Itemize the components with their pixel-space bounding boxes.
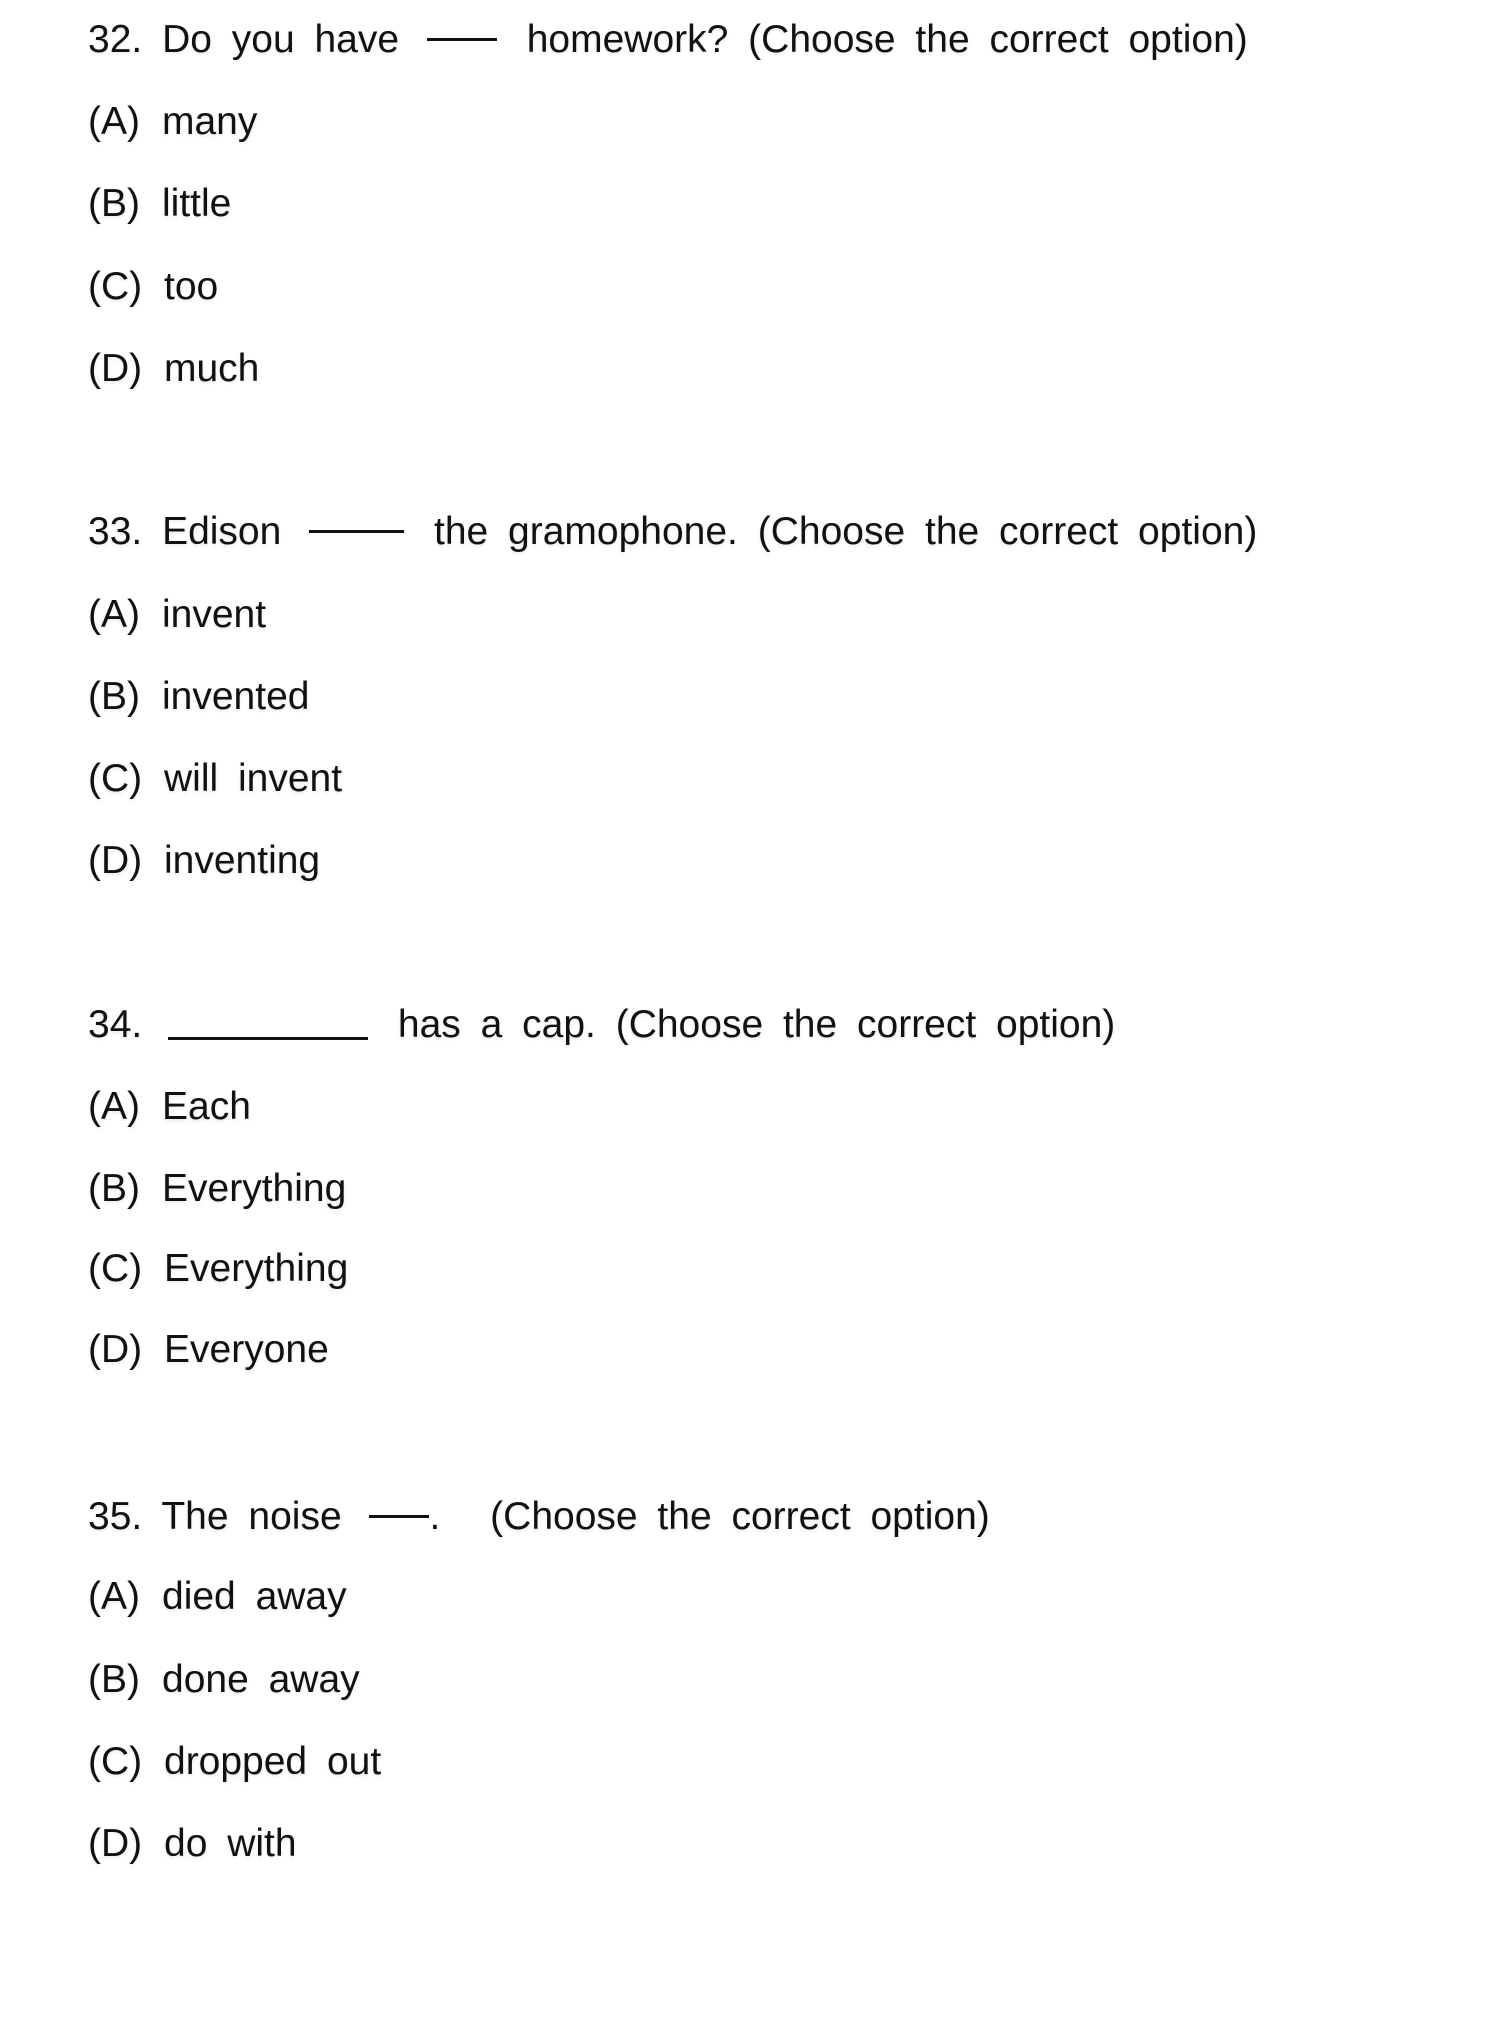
- question-32-stem: [88, 20, 1248, 59]
- stem-before: The noise: [161, 1495, 342, 1538]
- option-a[interactable]: [88, 102, 257, 141]
- option-text: died away: [162, 1575, 347, 1618]
- option-d[interactable]: [88, 841, 320, 880]
- option-label: (A): [88, 100, 140, 143]
- option-label: (C): [88, 1247, 143, 1290]
- question-number: 33.: [88, 510, 143, 553]
- option-text: dropped out: [164, 1740, 382, 1783]
- option-d[interactable]: [88, 1824, 297, 1863]
- option-label: (C): [88, 1740, 143, 1783]
- question-34-stem: [88, 1005, 1115, 1044]
- instruction: (Choose the correct option): [615, 1003, 1116, 1046]
- stem-after: has a cap.: [397, 1003, 596, 1046]
- option-text: will invent: [164, 757, 343, 800]
- stem-after: homework?: [526, 18, 729, 61]
- instruction: (Choose the correct option): [757, 510, 1258, 553]
- option-text: do with: [164, 1822, 297, 1865]
- option-b[interactable]: [88, 1169, 346, 1208]
- question-number: 32.: [88, 18, 143, 61]
- option-text: done away: [162, 1658, 360, 1701]
- option-text: Everything: [164, 1247, 349, 1290]
- option-d[interactable]: [88, 1330, 329, 1369]
- option-c[interactable]: [88, 1249, 348, 1288]
- option-b[interactable]: [88, 1660, 360, 1699]
- option-text: little: [162, 182, 232, 225]
- option-c[interactable]: [88, 267, 218, 306]
- option-a[interactable]: [88, 595, 266, 634]
- stem-after: the gramophone.: [434, 510, 738, 553]
- option-c[interactable]: [88, 759, 342, 798]
- option-label: (A): [88, 1575, 140, 1618]
- option-label: (D): [88, 1822, 143, 1865]
- option-a[interactable]: [88, 1087, 251, 1126]
- option-label: (B): [88, 182, 140, 225]
- answer-blank: [168, 1037, 368, 1040]
- option-text: Each: [162, 1085, 251, 1128]
- option-b[interactable]: [88, 677, 309, 716]
- question-35-stem: [88, 1497, 990, 1536]
- option-label: (D): [88, 1328, 143, 1371]
- stem-before: Do you have: [162, 18, 400, 61]
- question-number: 34.: [88, 1003, 143, 1046]
- question-33-stem: [88, 512, 1257, 551]
- option-text: too: [164, 265, 219, 308]
- option-label: (D): [88, 839, 143, 882]
- option-text: inventing: [164, 839, 321, 882]
- answer-blank: [369, 1515, 429, 1518]
- answer-blank: [309, 530, 404, 533]
- option-d[interactable]: [88, 349, 259, 388]
- option-label: (B): [88, 675, 140, 718]
- option-c[interactable]: [88, 1742, 381, 1781]
- option-text: Everyone: [164, 1328, 329, 1371]
- stem-after: .: [429, 1495, 441, 1538]
- question-number: 35.: [88, 1495, 143, 1538]
- option-label: (C): [88, 757, 143, 800]
- option-a[interactable]: [88, 1577, 347, 1616]
- instruction: (Choose the correct option): [748, 18, 1248, 61]
- option-text: invent: [162, 593, 267, 636]
- option-text: Everything: [162, 1167, 347, 1210]
- answer-blank: [427, 38, 497, 41]
- option-label: (B): [88, 1167, 140, 1210]
- option-label: (D): [88, 347, 143, 390]
- option-text: much: [164, 347, 260, 390]
- option-text: invented: [162, 675, 310, 718]
- stem-before: Edison: [162, 510, 282, 553]
- option-b[interactable]: [88, 184, 231, 223]
- option-label: (A): [88, 1085, 140, 1128]
- option-label: (A): [88, 593, 140, 636]
- option-label: (B): [88, 1658, 140, 1701]
- instruction: (Choose the correct option): [490, 1495, 990, 1538]
- option-text: many: [162, 100, 258, 143]
- option-label: (C): [88, 265, 143, 308]
